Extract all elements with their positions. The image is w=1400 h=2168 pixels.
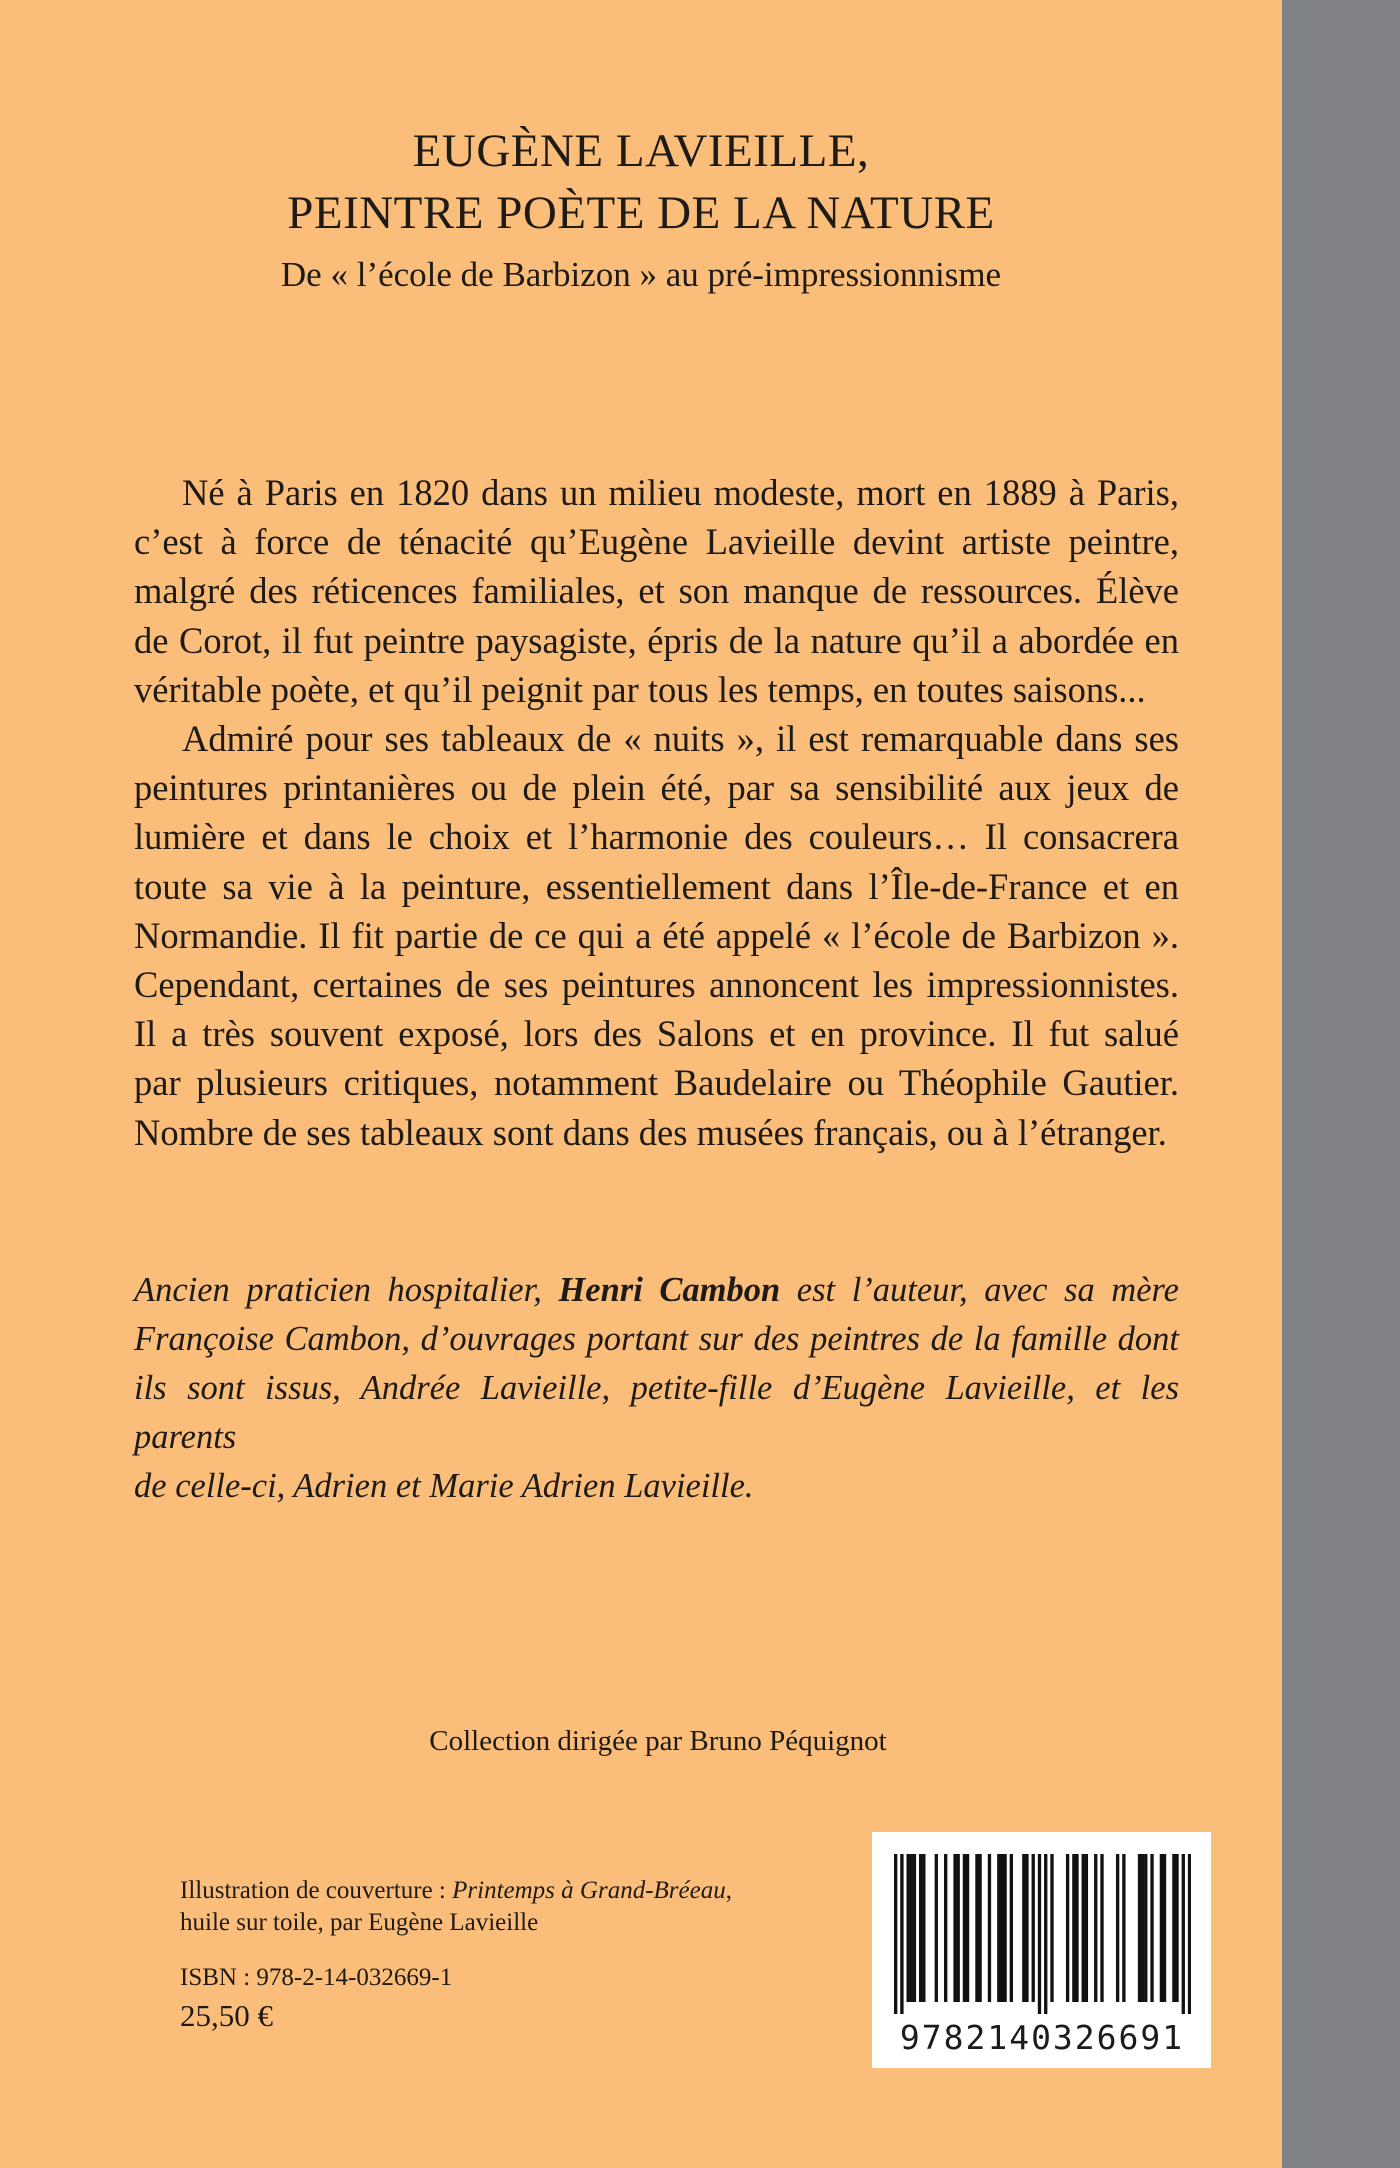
barcode-bar <box>1050 1854 1053 2002</box>
barcode-bar <box>1150 1854 1153 2002</box>
barcode-bar <box>1003 1854 1006 2002</box>
barcode-bar <box>966 1854 969 2002</box>
summary-line: lumière et dans le choix et l’harmonie des couleurs… Il consacrera <box>134 816 1179 858</box>
barcode-bar <box>900 1854 903 2014</box>
barcode-bar <box>1188 1854 1191 2014</box>
barcode-bar <box>944 1854 947 2002</box>
spine-edge <box>1282 0 1400 2168</box>
author-bio-line: Françoise Cambon, d’ouvrages portant sur des peintres de la famille dont <box>134 1320 1179 1358</box>
barcode-bar <box>963 1854 966 2002</box>
artwork-title: Printemps à Grand-Bréeau <box>452 1877 726 1904</box>
barcode-bar <box>1032 1854 1035 2002</box>
summary-line: toute sa vie à la peinture, essentiellement dans l’Île-de-France et en <box>134 865 1179 907</box>
barcode-bar <box>1160 1854 1163 2002</box>
barcode-bar <box>1172 1854 1175 2002</box>
barcode-bar <box>1010 1854 1013 2002</box>
barcode-bar <box>919 1854 922 2002</box>
barcode-bar <box>1025 1854 1028 2002</box>
barcode-bar <box>1038 1854 1041 2014</box>
isbn: ISBN : 978-2-14-032669-1 <box>180 1964 453 1991</box>
summary-line: malgré des réticences familiales, et son manque de ressources. Élève <box>134 570 1179 612</box>
barcode-bar <box>1072 1854 1075 2002</box>
subtitle: De « l’école de Barbizon » au pré-impressionnisme <box>280 255 1002 294</box>
barcode-bars <box>894 1854 1191 2014</box>
barcode-bar <box>907 1854 910 2002</box>
title-line-1: EUGÈNE LAVIEILLE, <box>412 125 870 177</box>
summary-line: Admiré pour ses tableaux de « nuits », il est remarquable dans ses <box>182 718 1179 760</box>
barcode-bar <box>1066 1854 1069 2002</box>
barcode-bar <box>975 1854 978 2002</box>
barcode-bar <box>997 1854 1000 2002</box>
barcode-bar <box>1082 1854 1085 2002</box>
barcode-bar <box>1022 1854 1025 2002</box>
summary-line: Né à Paris en 1820 dans un milieu modeste, mort en 1889 à Paris, <box>182 472 1179 513</box>
barcode-bar <box>1075 1854 1078 2002</box>
summary-line: Normandie. Il fit partie de ce qui a été appelé « l’école de Barbizon ». <box>134 914 1179 956</box>
summary-line: par plusieurs critiques, notamment Baudelaire ou Théophile Gautier. <box>134 1062 1179 1104</box>
barcode-bar <box>988 1854 991 2002</box>
barcode-bar <box>1141 1854 1144 2002</box>
author-bio-line: Ancien praticien hospitalier, Henri Cambon est l’auteur, avec sa mère <box>134 1271 1179 1309</box>
author-bio-line: de celle-ci, Adrien et Marie Adrien Lavieille. <box>134 1467 754 1505</box>
barcode-bar <box>1085 1854 1088 2002</box>
barcode-bar <box>978 1854 981 2002</box>
barcode-bar <box>913 1854 916 2002</box>
barcode <box>872 1832 1211 2068</box>
barcode-bar <box>1163 1854 1166 2002</box>
title-line-2: PEINTRE POÈTE DE LA NATURE <box>287 187 995 239</box>
author-bio-line: ils sont issus, Andrée Lavieille, petite-fille d’Eugène Lavieille, et les parents <box>134 1369 1179 1456</box>
summary-line: véritable poète, et qu’il peignit par tous les temps, en toutes saisons... <box>134 668 1146 710</box>
price: 25,50 € <box>180 1998 273 2033</box>
barcode-bar <box>910 1854 913 2002</box>
author-bio <box>134 1266 1179 1511</box>
barcode-bar <box>1138 1854 1141 2002</box>
summary-line: de Corot, il fut peintre paysagiste, épris de la nature qu’il a abordée en <box>134 619 1179 661</box>
summary-line: peintures printanières ou de plein été, par sa sensibilité aux jeux de <box>134 767 1179 809</box>
barcode-bar <box>953 1854 956 2002</box>
barcode-bar <box>1175 1854 1178 2002</box>
barcode-bar <box>894 1854 897 2014</box>
barcode-bar <box>957 1854 960 2002</box>
barcode-bar <box>1094 1854 1097 2002</box>
barcode-bar <box>1000 1854 1003 2002</box>
barcode-bar <box>922 1854 925 2002</box>
barcode-bar <box>1182 1854 1185 2014</box>
summary-line: Cependant, certaines de ses peintures annoncent les impressionnistes. <box>134 964 1179 1006</box>
barcode-digits: 9782140326691 <box>899 2018 1185 2057</box>
summary-line: Il a très souvent exposé, lors des Salons et en province. Il fut salué <box>134 1013 1179 1055</box>
barcode-bar <box>1116 1854 1119 2002</box>
summary-line: c’est à force de ténacité qu’Eugène Lavieille devint artiste peintre, <box>134 521 1179 563</box>
barcode-bar <box>1122 1854 1125 2002</box>
book-summary <box>134 468 1179 1157</box>
illustration-medium: huile sur toile, par Eugène Lavieille <box>180 1909 539 1936</box>
author-name: Henri Cambon <box>558 1271 781 1309</box>
cover-illustration-credit: Illustration de couverture : Printemps à Grand-Bréeau, <box>180 1877 732 1904</box>
barcode-bar <box>935 1854 938 2002</box>
barcode-bar <box>1044 1854 1047 2014</box>
summary-line: Nombre de ses tableaux sont dans des musées français, ou à l’étranger. <box>134 1111 1167 1153</box>
barcode-bar <box>1100 1854 1103 2002</box>
barcode-bar <box>1144 1854 1147 2002</box>
collection-director: Collection dirigée par Bruno Péquignot <box>429 1725 887 1757</box>
